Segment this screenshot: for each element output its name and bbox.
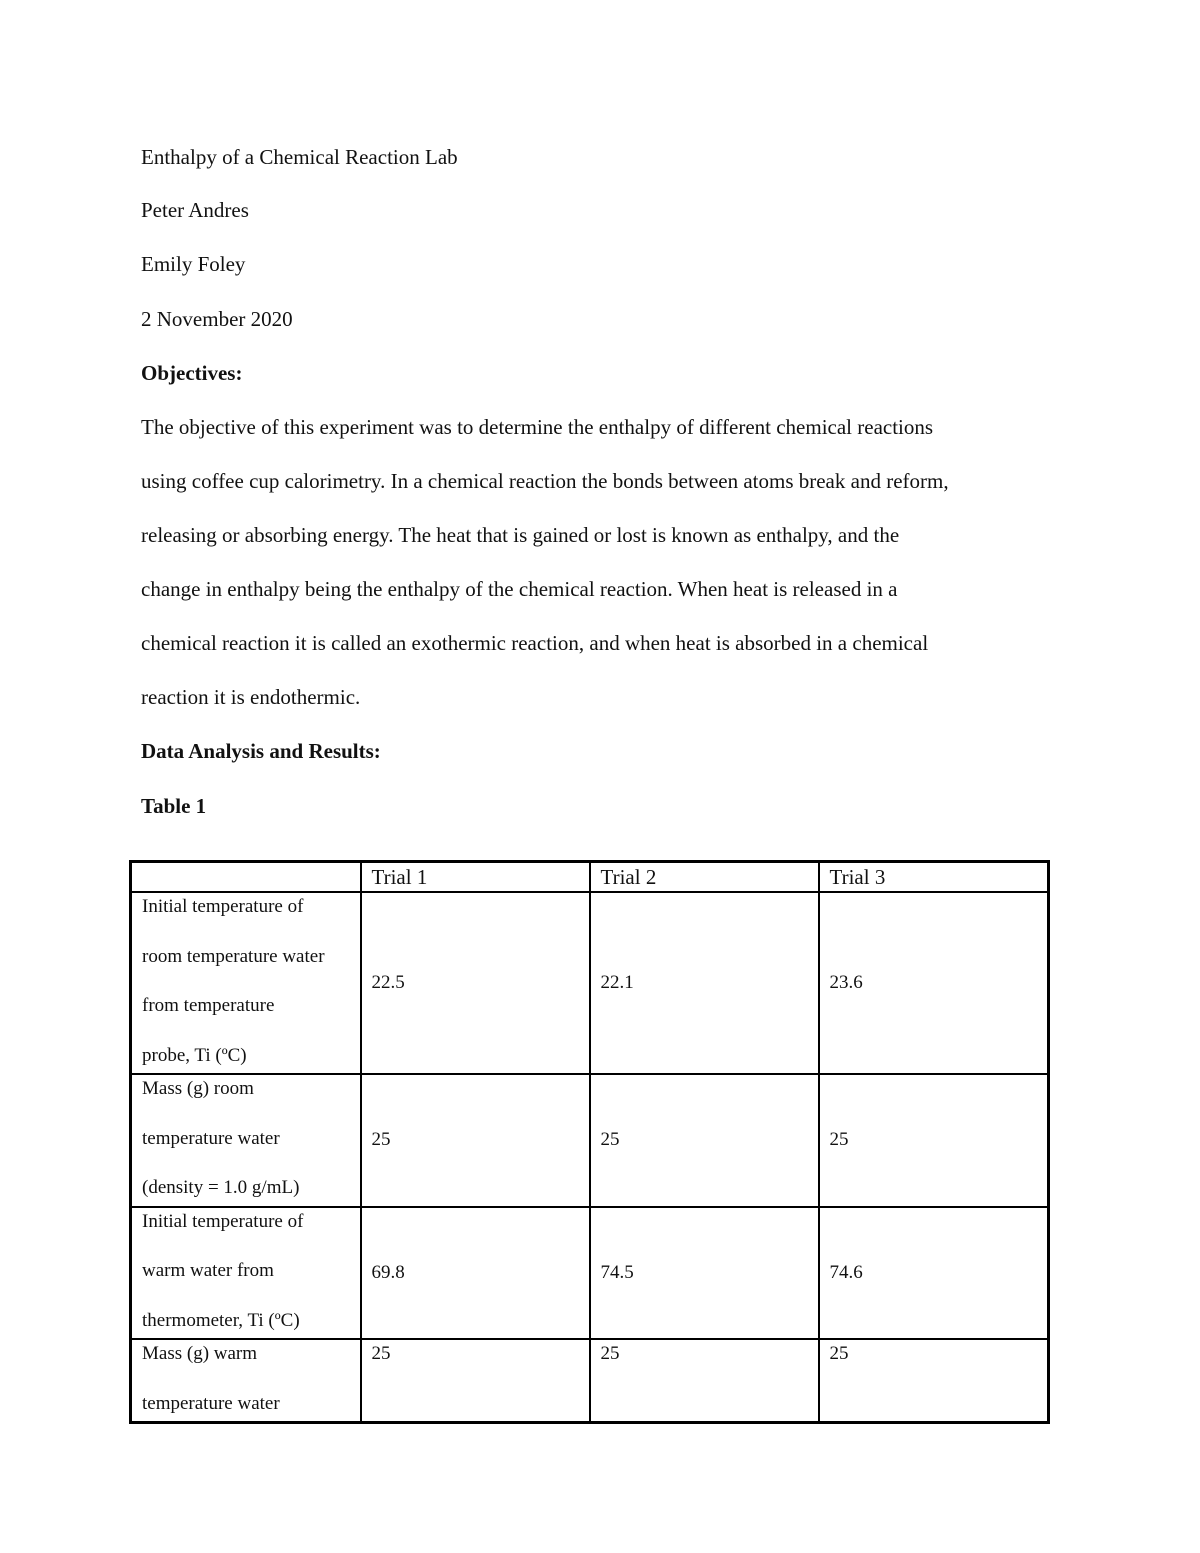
paragraph-line: The objective of this experiment was to determine the enthalpy of different chemical reactions [141, 415, 934, 439]
table-row [131, 892, 1049, 1074]
row-label-line: Initial temperature of [142, 1210, 304, 1232]
table-cell: 74.5 [590, 1207, 819, 1340]
row-label-line: probe, Ti (ºC) [142, 1044, 247, 1066]
table-cell: 25 [819, 1074, 1049, 1207]
table-row [131, 1339, 1049, 1423]
paragraph-line: using coffee cup calorimetry. In a chemical reaction the bonds between atoms break and reform, [141, 469, 949, 493]
table-header-cell: Trial 3 [819, 862, 1049, 893]
row-label [131, 1207, 361, 1340]
table-cell: 22.1 [590, 892, 819, 1074]
row-label [131, 1339, 361, 1423]
table-title: Table 1 [141, 794, 207, 818]
author-name: Peter Andres [141, 198, 249, 222]
row-label-line: temperature water [142, 1392, 280, 1414]
row-label-line: thermometer, Ti (ºC) [142, 1309, 300, 1331]
table-cell: 25 [819, 1339, 1049, 1423]
results-table [129, 860, 1050, 1424]
table-cell: 23.6 [819, 892, 1049, 1074]
row-label-line: from temperature [142, 995, 275, 1016]
row-label-line: temperature water [142, 1127, 280, 1149]
row-label-line: room temperature water [142, 945, 325, 967]
row-label [131, 892, 361, 1074]
table-header-cell: Trial 2 [590, 862, 819, 893]
author-name: Emily Foley [141, 252, 246, 276]
table-cell: 69.8 [361, 1207, 590, 1340]
table-cell: 25 [361, 1339, 590, 1423]
table-row [131, 1207, 1049, 1340]
paragraph-line: change in enthalpy being the enthalpy of the chemical reaction. When heat is released in a [141, 577, 898, 601]
document-date: 2 November 2020 [141, 307, 293, 331]
table-cell: 25 [590, 1074, 819, 1207]
table-cell: 25 [590, 1339, 819, 1423]
table-cell: 74.6 [819, 1207, 1049, 1340]
table-cell: 22.5 [361, 892, 590, 1074]
table-cell: 25 [361, 1074, 590, 1207]
paragraph-line: releasing or absorbing energy. The heat that is gained or lost is known as enthalpy, and the [141, 523, 900, 547]
row-label [131, 1074, 361, 1207]
row-label-line: (density = 1.0 g/mL) [142, 1177, 300, 1198]
paragraph-line: chemical reaction it is called an exothermic reaction, and when heat is absorbed in a chemical [141, 631, 929, 655]
paragraph-line: reaction it is endothermic. [141, 685, 361, 709]
document-title: Enthalpy of a Chemical Reaction Lab [141, 145, 458, 169]
row-label-line: warm water from [142, 1260, 274, 1281]
table-header-cell: Trial 1 [361, 862, 590, 893]
results-heading: Data Analysis and Results: [141, 739, 381, 763]
table-row [131, 1074, 1049, 1207]
row-label-line: Initial temperature of [142, 896, 304, 917]
objectives-heading: Objectives: [141, 361, 243, 385]
row-label-line: Mass (g) room [142, 1078, 254, 1099]
row-label-line: Mass (g) warm [142, 1343, 258, 1364]
